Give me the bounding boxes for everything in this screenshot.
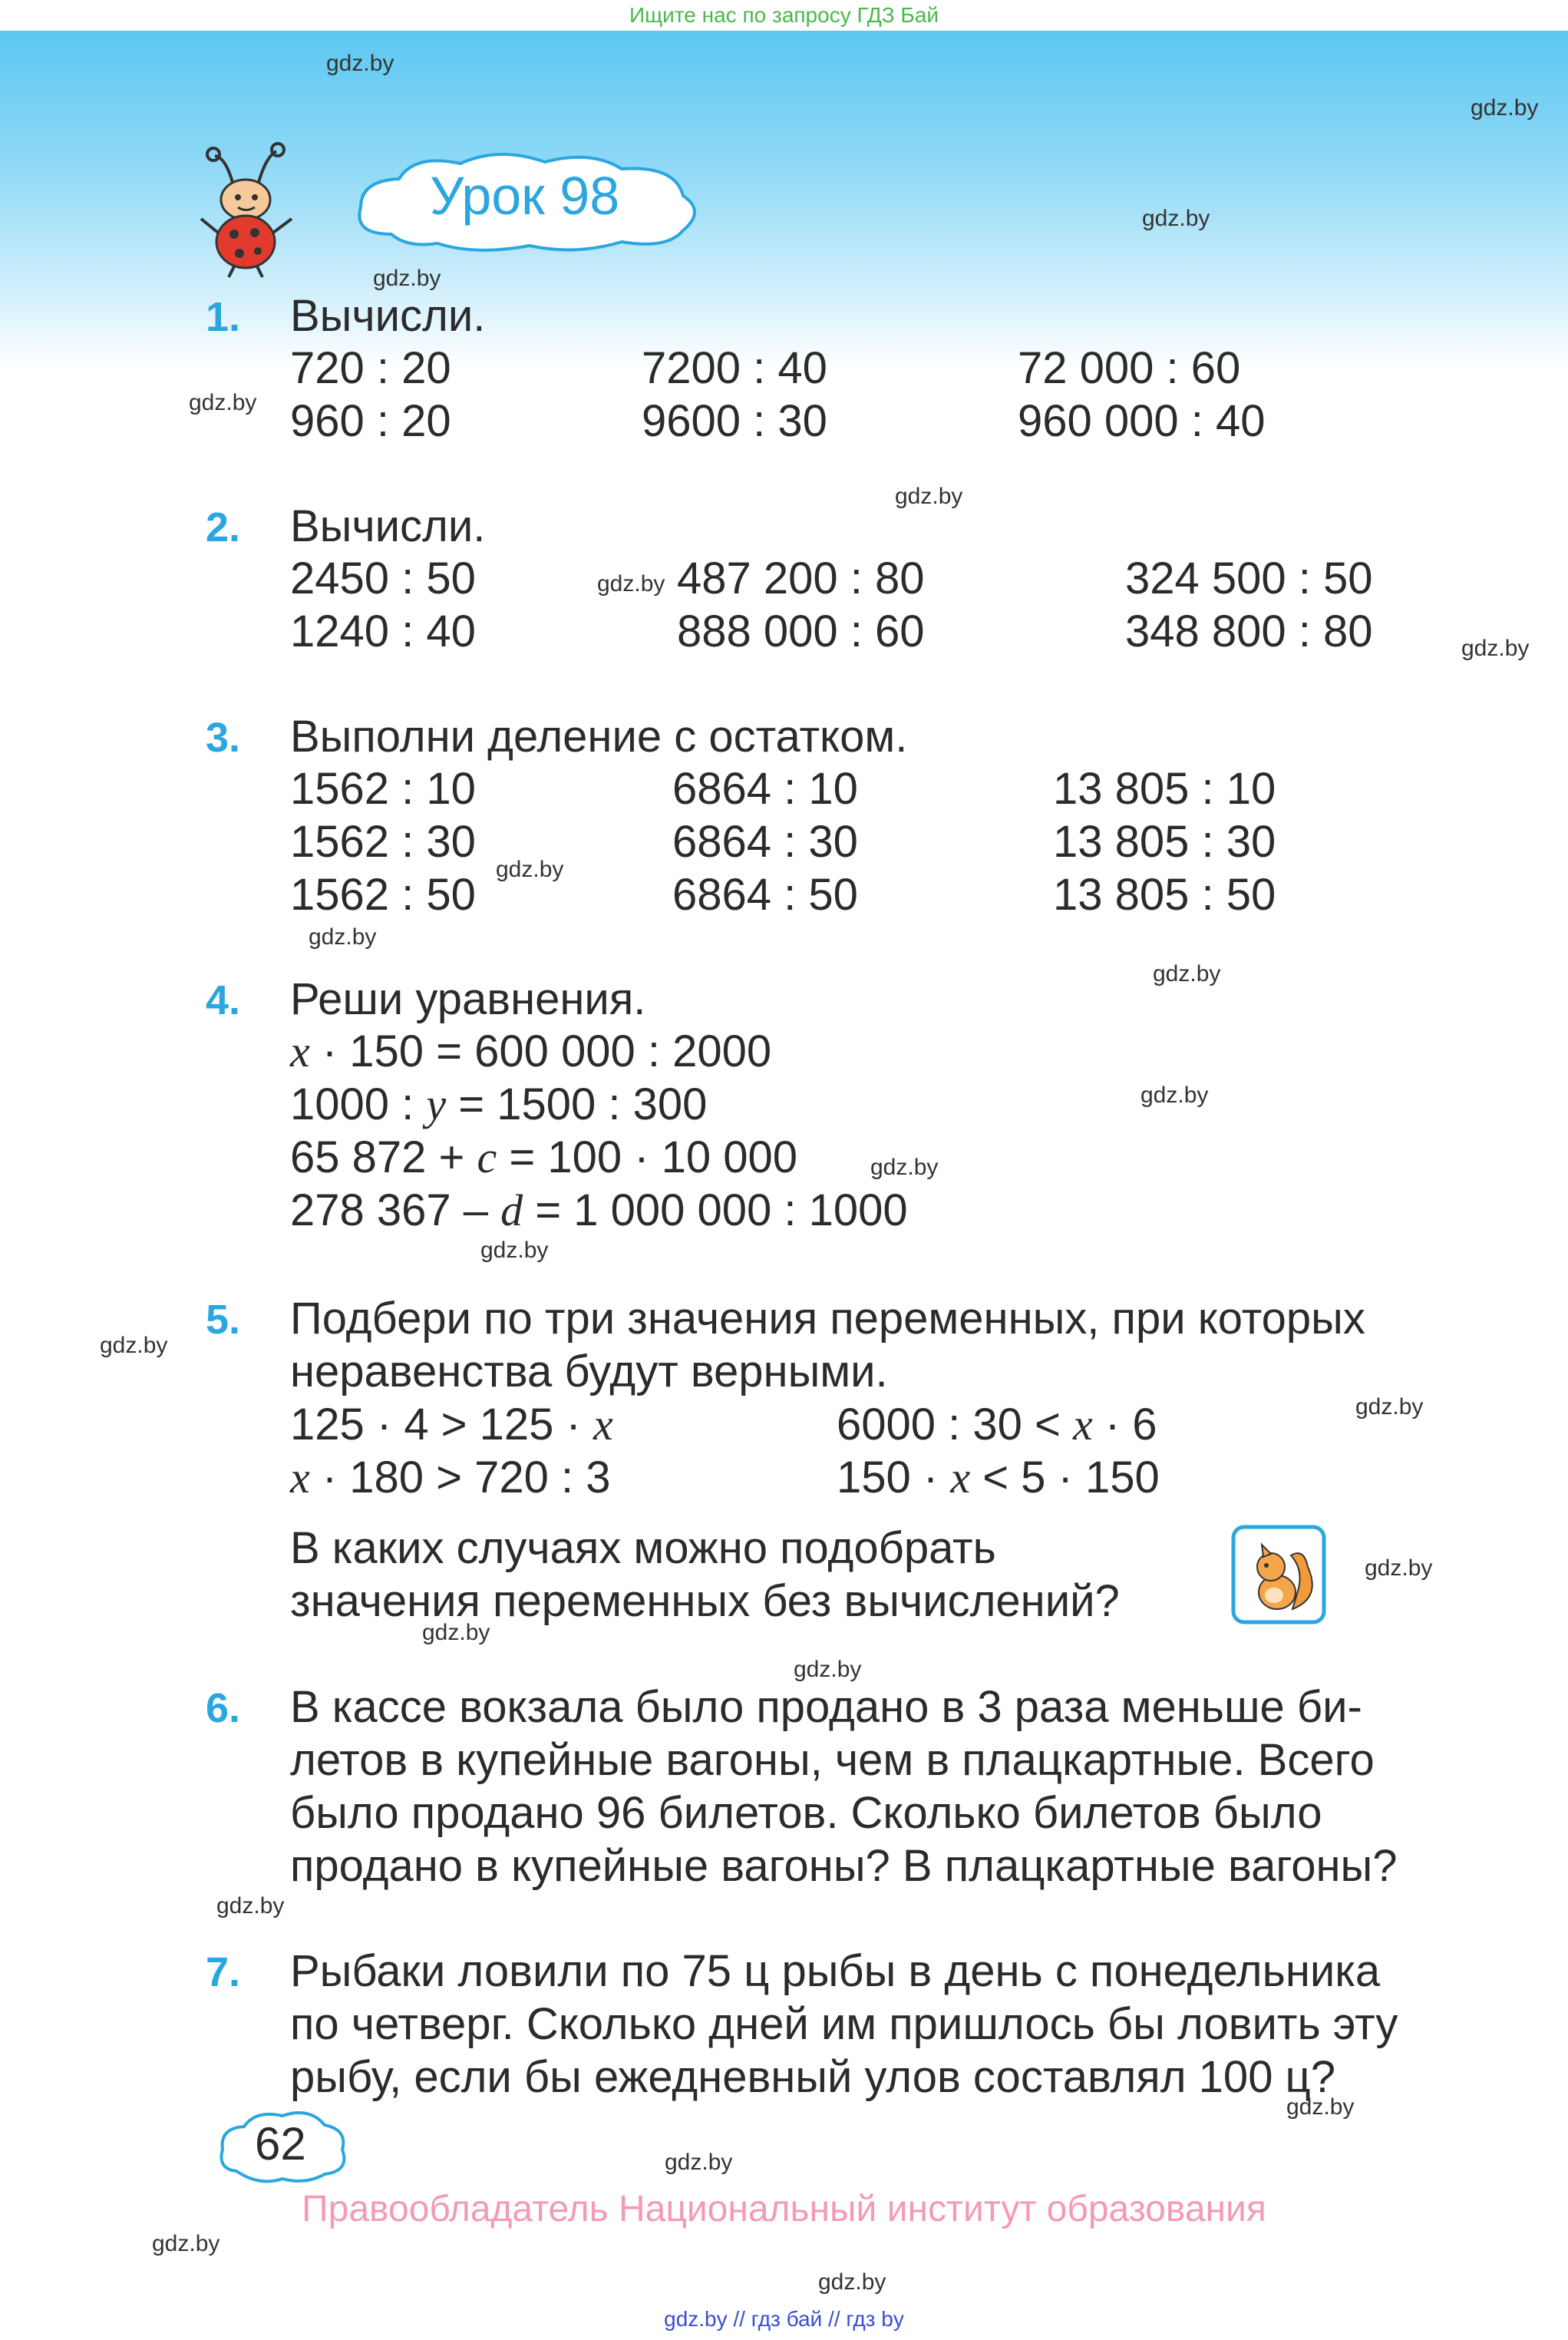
task-3-expr: 1562 : 50 — [290, 870, 476, 920]
task-3-title: Выполни деление с остатком. — [290, 712, 908, 762]
task-1-title: Вычисли. — [290, 291, 486, 341]
task-2-expr: 487 200 : 80 — [677, 554, 925, 603]
task-6-text: В кассе вокзала было продано в 3 раза меньше би- — [290, 1682, 1362, 1732]
task-3-expr: 13 805 : 30 — [1053, 817, 1276, 867]
variable: x — [290, 1026, 310, 1076]
squirrel-icon — [1231, 1525, 1326, 1624]
watermark: gdz.by — [1153, 961, 1221, 987]
watermark: gdz.by — [189, 390, 257, 415]
watermark: gdz.by — [1286, 2094, 1355, 2120]
task-2-expr: 888 000 : 60 — [677, 606, 925, 656]
task-1-expr: 7200 : 40 — [642, 343, 827, 393]
inequality-3: x · 180 > 720 : 3 — [290, 1453, 611, 1502]
task-4-number: 4. — [206, 977, 241, 1023]
watermark: gdz.by — [326, 51, 394, 76]
task-6-text: было продано 96 билетов. Сколько билетов было — [290, 1788, 1322, 1838]
task-5-number: 5. — [206, 1297, 241, 1343]
lesson-title: Урок 98 — [430, 166, 620, 226]
variable: x — [1072, 1400, 1093, 1449]
ladybug-icon — [192, 142, 307, 280]
watermark: gdz.by — [422, 1620, 490, 1645]
task-6-text: летов в купейные вагоны, чем в плацкартные. Всего — [290, 1735, 1375, 1785]
task-3-expr: 6864 : 50 — [672, 870, 858, 920]
watermark: gdz.by — [100, 1333, 168, 1358]
task-7-text: по четверг. Сколько дней им пришлось бы ловить эту — [290, 1999, 1398, 2049]
watermark: gdz.by — [373, 266, 441, 291]
page-number: 62 — [255, 2118, 306, 2170]
variable: x — [593, 1400, 613, 1449]
task-7-text: рыбу, если бы ежедневный улов составлял 100 ц? — [290, 2052, 1336, 2102]
watermark: gdz.by — [1142, 206, 1210, 231]
equation-4: 278 367 – d = 1 000 000 : 1000 — [290, 1185, 908, 1235]
watermark: gdz.by — [152, 2231, 220, 2256]
task-2-expr: 1240 : 40 — [290, 606, 476, 656]
task-5-text: Подбери по три значения переменных, при которых — [290, 1294, 1365, 1344]
watermark: gdz.by — [870, 1155, 939, 1180]
task-1-expr: 960 : 20 — [290, 396, 451, 446]
task-7-number: 7. — [206, 1949, 241, 1995]
task-2-number: 2. — [206, 504, 241, 550]
equation-1: x · 150 = 600 000 : 2000 — [290, 1026, 772, 1076]
task-3-expr: 6864 : 10 — [672, 764, 858, 814]
watermark: gdz.by — [480, 1238, 549, 1263]
task-3-expr: 6864 : 30 — [672, 817, 858, 867]
watermark: gdz.by — [1141, 1082, 1209, 1108]
task-5-question: значения переменных без вычислений? — [290, 1576, 1120, 1626]
task-2-expr: 2450 : 50 — [290, 554, 476, 603]
task-2-expr: 348 800 : 80 — [1125, 606, 1373, 656]
task-6-text: продано в купейные вагоны? В плацкартные вагоны? — [290, 1841, 1398, 1891]
task-3-expr: 1562 : 30 — [290, 817, 476, 867]
variable: x — [290, 1453, 310, 1502]
watermark: gdz.by — [818, 2269, 886, 2295]
task-2-expr: 324 500 : 50 — [1125, 554, 1373, 603]
task-4-title: Реши уравнения. — [290, 974, 646, 1024]
watermark: gdz.by — [665, 2150, 733, 2175]
task-1-expr: 720 : 20 — [290, 343, 451, 393]
task-2-title: Вычисли. — [290, 501, 486, 551]
variable: y — [426, 1079, 447, 1129]
task-3-number: 3. — [206, 715, 241, 761]
watermark: gdz.by — [1471, 95, 1539, 121]
equation-3: 65 872 + c = 100 · 10 000 — [290, 1132, 798, 1182]
watermark: gdz.by — [794, 1657, 862, 1682]
watermark: gdz.by — [216, 1893, 285, 1919]
inequality-4: 150 · x < 5 · 150 — [837, 1453, 1160, 1502]
task-3-expr: 1562 : 10 — [290, 764, 476, 814]
task-1-number: 1. — [206, 294, 241, 340]
watermark: gdz.by — [309, 924, 377, 950]
watermark: gdz.by — [1355, 1394, 1424, 1420]
inequality-2: 6000 : 30 < x · 6 — [837, 1400, 1157, 1449]
task-1-expr: 72 000 : 60 — [1018, 343, 1241, 393]
watermark: gdz.by — [496, 857, 564, 882]
task-3-expr: 13 805 : 50 — [1053, 870, 1276, 920]
variable: d — [500, 1185, 523, 1235]
watermark: gdz.by — [597, 571, 665, 597]
watermark: gdz.by — [895, 484, 963, 509]
watermark: gdz.by — [1461, 636, 1530, 661]
task-3-expr: 13 805 : 10 — [1053, 764, 1276, 814]
task-5-question: В каких случаях можно подобрать — [290, 1523, 996, 1573]
variable: x — [950, 1453, 971, 1502]
top-banner[interactable]: Ищите нас по запросу ГДЗ Бай — [0, 0, 1568, 31]
copyright: Правообладатель Национальный институт образования — [302, 2189, 1266, 2229]
watermark: gdz.by — [1365, 1555, 1433, 1581]
bottom-links[interactable]: gdz.by // гдз бай // гдз by — [664, 2307, 904, 2331]
task-7-text: Рыбаки ловили по 75 ц рыбы в день с понедельника — [290, 1946, 1381, 1996]
task-5-text: неравенства будут верными. — [290, 1347, 888, 1396]
task-6-number: 6. — [206, 1685, 241, 1731]
equation-2: 1000 : y = 1500 : 300 — [290, 1079, 708, 1129]
inequality-1: 125 · 4 > 125 · x — [290, 1400, 613, 1449]
variable: c — [477, 1132, 497, 1182]
task-1-expr: 960 000 : 40 — [1018, 396, 1266, 446]
task-1-expr: 9600 : 30 — [642, 396, 827, 446]
